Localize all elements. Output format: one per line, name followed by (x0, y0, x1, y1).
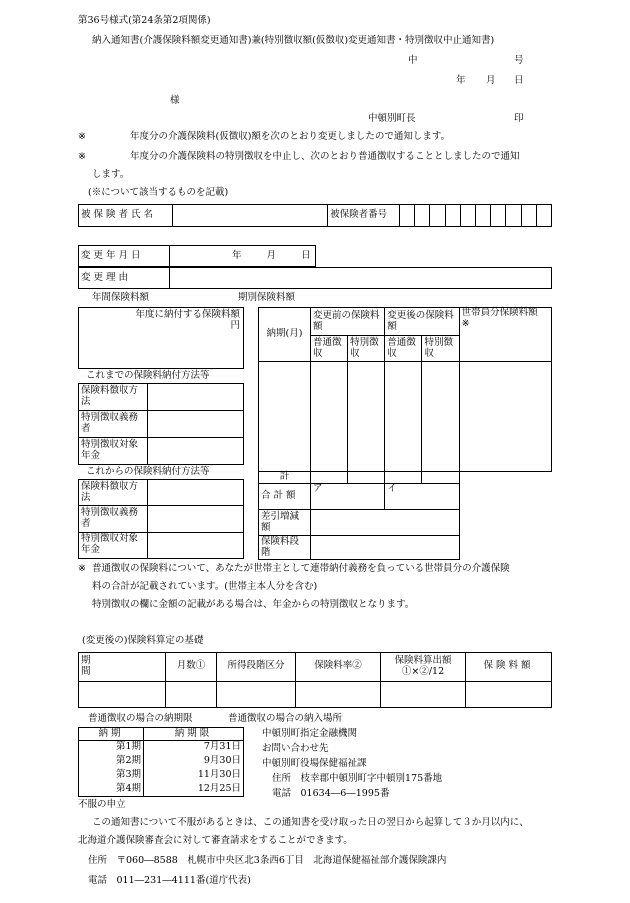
notice-line-1: 年度分の介護保険料(仮徴収)額を次のとおり変更しましたので通知します。 (130, 131, 451, 142)
previous-method-label: これまでの保険料納付方法等 (86, 370, 210, 381)
annual-premium-table (78, 307, 244, 369)
form-number: 第36号様式(第24条第2項関係) (78, 15, 211, 26)
deadline-period: 第2期 (79, 755, 144, 769)
after-normal-header: 普通徴収 (385, 336, 422, 362)
before-special-header: 特別徴収 (348, 336, 385, 362)
period-cell (259, 362, 311, 472)
seal-mark: 印 (514, 113, 524, 124)
insured-number-digit (415, 205, 430, 227)
footnote-mark: ※ (78, 563, 86, 574)
after-special-header: 特別徴収 (422, 336, 459, 362)
annual-premium-label: 年間保険料額 (92, 292, 150, 303)
footnote-line-3: 特別徴収の欄に金額の記載がある場合は、年金からの特別徴収となります。 (92, 599, 415, 610)
deadline-date: 12月25日 (144, 783, 244, 797)
deadline-period: 第4期 (79, 783, 144, 797)
notice-line-2b: します。 (92, 169, 130, 180)
insured-number-digit (491, 205, 506, 227)
place-title: 普通徴収の場合の納入場所 (228, 713, 343, 724)
change-date-label: 変更年月日 (79, 246, 170, 267)
previous-method-row-value (148, 438, 244, 465)
before-special-cell (348, 362, 385, 472)
insured-number-digit (460, 205, 475, 227)
issue-year: 年 (456, 75, 466, 86)
sum-label: 合計額 (259, 484, 311, 510)
after-normal-cell (385, 362, 422, 472)
basis-header-calculated: 保険料算出額①×②/12 (381, 653, 466, 682)
appeal-line-1: この通知書について不服があるときは、この通知書を受け取った日の翌日から起算して３か月以内に、 (92, 817, 529, 828)
deadline-date: 7月31日 (144, 741, 244, 755)
total-label: 計 (259, 472, 311, 484)
deadlines-header-date: 納期限 (144, 728, 244, 741)
change-reason-table (78, 267, 552, 289)
addressee-suffix: 様 (170, 95, 180, 106)
notice-mark-1: ※ (78, 131, 86, 142)
periodic-blank (459, 472, 551, 560)
deadline-date: 11月30日 (144, 769, 244, 783)
insured-number-digit (506, 205, 521, 227)
document-title: 納入通知書(介護保険料額変更通知書)兼(特別徴収額(仮徴収)変更通知書・特別徴収中止通知書) (92, 35, 495, 46)
notice-note: (※について該当するものを記載) (88, 187, 229, 198)
household-member-label: 世帯員分保険料額 (461, 307, 538, 318)
change-date-value (170, 246, 316, 267)
sum-a-cell: ア (311, 484, 385, 510)
next-method-row-value (148, 480, 244, 506)
basis-cell (166, 681, 217, 707)
periodic-premium-label: 期別保険料額 (238, 292, 296, 303)
change-reason-label: 変更理由 (79, 268, 170, 289)
household-member-header (459, 308, 551, 362)
next-method-row-value (148, 532, 244, 558)
before-normal-header: 普通徴収 (311, 336, 348, 362)
basis-cell (296, 681, 381, 707)
place-bank: 中頓別町指定金融機関 (262, 728, 358, 739)
before-normal-cell (311, 362, 348, 472)
annual-yen-unit: 円 (230, 319, 240, 331)
deadline-date: 9月30日 (144, 755, 244, 769)
appeal-phone: 電話 011―231―4111番(道庁代表) (88, 875, 251, 886)
insured-table (78, 204, 552, 227)
insured-number-digit (445, 205, 460, 227)
footnote-line-2: 料の合計が記載されています。(世帯主本人分を含む) (92, 581, 318, 592)
basis-header-rate: 保険料率② (296, 653, 381, 682)
next-method-row-value (148, 506, 244, 532)
total-cell (385, 472, 422, 484)
insured-number-digit (430, 205, 445, 227)
issuer: 中頓別町長 (368, 113, 416, 124)
deadlines-title: 普通徴収の場合の納期限 (88, 713, 193, 724)
basis-table (78, 652, 552, 708)
household-member-mark: ※ (461, 317, 470, 329)
notice-line-2a: 年度分の介護保険料の特別徴収を中止し、次のとおり普通徴収することとしましたので通知 (130, 151, 520, 162)
footnote-line-1: 普通徴収の保険料について、あなたが世帯主として連帯納付義務を負っている世帯員分の介護保険 (92, 563, 510, 574)
issue-day: 日 (514, 75, 524, 86)
deadlines-table (78, 727, 244, 797)
number-prefix: 中 (408, 55, 418, 66)
place-address: 住所 枝幸郡中頓別町字中頓別175番地 (272, 773, 443, 784)
difference-label: 差引増減額 (259, 510, 311, 536)
previous-method-row-value (148, 384, 244, 411)
insured-name-cell (173, 205, 328, 227)
after-special-cell (422, 362, 459, 472)
place-inquiry-label: お問い合わせ先 (262, 743, 329, 754)
previous-method-table (78, 383, 244, 465)
notice-mark-2: ※ (78, 151, 86, 162)
previous-method-row-label: 特別徴収対象年金 (79, 438, 148, 465)
previous-method-row-label: 特別徴収義務者 (79, 411, 148, 438)
total-cell (348, 472, 385, 484)
after-change-header: 変更後の保険料額 (385, 308, 459, 336)
basis-cell (79, 681, 166, 707)
basis-header-period (79, 653, 166, 682)
issue-month: 月 (486, 75, 496, 86)
insured-name-label: 被保険者氏名 (79, 205, 173, 227)
basis-cell (217, 681, 296, 707)
previous-method-row-value (148, 411, 244, 438)
place-office: 中頓別町役場保健福祉課 (262, 758, 367, 769)
change-date-day: 日 (301, 249, 311, 261)
period-column-header: 納期(月) (259, 308, 311, 362)
appeal-line-2: 北海道介護保険審査会に対して審査請求をすることができます。 (78, 835, 353, 846)
before-change-header: 変更前の保険料額 (311, 308, 385, 336)
basis-header-premium: 保険料額 (466, 653, 552, 682)
next-method-row-label: 特別徴収対象年金 (79, 532, 148, 558)
number-suffix: 号 (514, 55, 524, 66)
change-date-year: 年 (232, 249, 242, 261)
total-cell (422, 472, 459, 484)
next-method-table (78, 479, 244, 559)
next-method-row-label: 特別徴収義務者 (79, 506, 148, 532)
change-date-table (78, 245, 316, 267)
insured-number-digit (400, 205, 415, 227)
next-method-row-label: 保険料徴収方法 (79, 480, 148, 506)
insured-number-digit (521, 205, 536, 227)
basis-header-months: 月数① (166, 653, 217, 682)
appeal-title: 不服の申立 (78, 799, 126, 810)
periodic-premium-table (258, 307, 552, 560)
basis-title: (変更後の)保険料算定の基礎 (82, 635, 204, 646)
annual-premium-cell (79, 308, 244, 369)
basis-header-income-grade: 所得段階区分 (217, 653, 296, 682)
insured-number-digit (475, 205, 490, 227)
deadline-period: 第3期 (79, 769, 144, 783)
place-phone: 電話 01634―6―1995番 (272, 788, 390, 799)
change-reason-value (170, 268, 552, 289)
basis-cell (466, 681, 552, 707)
basis-header-period-label: 期間 (81, 654, 151, 677)
premium-grade-cell (311, 536, 460, 560)
deadlines-header-period: 納期 (79, 728, 144, 741)
appeal-address: 住所 〒060―8588 札幌市中央区北3条西6丁目 北海道保健福祉部介護保険課内 (88, 855, 447, 866)
difference-cell (311, 510, 460, 536)
deadline-period: 第1期 (79, 741, 144, 755)
insured-number-digit (536, 205, 551, 227)
annual-pay-label: 年度に納付する保険料額 (135, 309, 240, 320)
insured-number-label: 被保険者番号 (328, 205, 400, 227)
next-method-label: これからの保険料納付方法等 (86, 466, 210, 477)
total-cell (311, 472, 348, 484)
premium-grade-label: 保険料段階 (259, 536, 311, 560)
change-date-month: 月 (266, 249, 277, 261)
previous-method-row-label: 保険料徴収方法 (79, 384, 148, 411)
basis-cell (381, 681, 466, 707)
household-member-cell (459, 362, 551, 472)
sum-b-cell: イ (385, 484, 459, 510)
